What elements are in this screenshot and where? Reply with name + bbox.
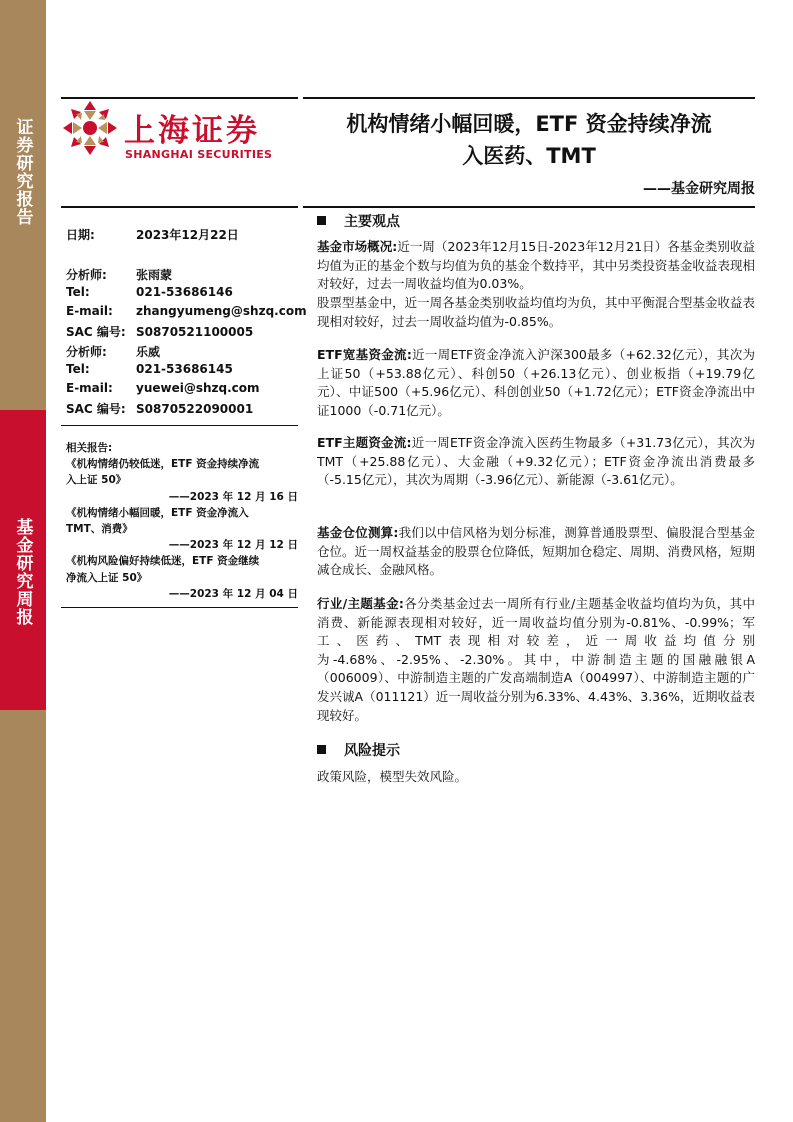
related-report-title-cont: TMT、消费》	[66, 523, 133, 536]
risk-heading-text: 风险提示	[344, 743, 400, 759]
related-report-item[interactable]	[66, 553, 298, 602]
email-link[interactable]: yuewei@shzq.com	[136, 381, 260, 395]
tel-value: 021-53686145	[136, 362, 233, 376]
report-subtitle: ——基金研究周报	[643, 181, 755, 197]
meta-divider	[61, 425, 298, 426]
sac-value: S0870521100005	[136, 325, 254, 339]
analyst-label: 分析师:	[66, 345, 107, 359]
analyst-tel-row	[66, 285, 233, 299]
related-report-date: ——2023 年 12 月 12 日	[168, 539, 298, 552]
sidebar	[0, 0, 46, 1122]
related-report-item[interactable]	[66, 456, 298, 505]
broad-etf-label: ETF宽基资金流:	[317, 347, 412, 362]
header-rule-right	[303, 97, 755, 99]
broad-etf-paragraph	[317, 346, 755, 420]
analyst-email-row	[66, 381, 260, 395]
stock-fund-text: 股票型基金中，近一周各基金类别收益均值均为负，其中平衡混合型基金收益表现相对较好，过去一周收益均值为-0.85%。	[317, 295, 755, 329]
analyst-sac-row	[66, 323, 253, 340]
market-label: 基金市场概况:	[317, 239, 398, 254]
email-link[interactable]: zhangyumeng@shzq.com	[136, 304, 307, 318]
related-report-title: 《机构情绪小幅回暖，ETF 资金净流入	[66, 506, 249, 519]
position-text: 我们以中信风格为划分标准，测算普通股票型、偏股混合型基金仓位。近一周权益基金的股票仓位降低，短期加仓稳定、周期、消费风格，短期减仓成长、金融风格。	[317, 525, 755, 578]
related-divider	[61, 607, 298, 608]
market-text: 近一周（2023年12月15日-2023年12月21日）各基金类别收益均值为正的基金个数与均值为负的基金个数持平，其中另类投资基金收益表现相对较好，过去一周收益均值为0.03%。	[317, 239, 755, 292]
industry-text: 各分类基金过去一周所有行业/主题基金收益均值均为负，其中消费、新能源表现相对较好，近一周收益均值分别为-0.81%、-0.99%；军工、医药、TMT表现相对较差，近一周收益均值分别为-4.68%、-2.95%、-2.30%。其中，中游制造主题的国融融银A（006009）、中游制造主题的广发高端制造A（004997）、中游制造主题的广发兴诚A（011121）近一周收益分别为6.33%、4.43%、3.36%，近期收益表现较好。	[317, 596, 755, 723]
key-points-heading-text: 主要观点	[344, 214, 400, 230]
tel-label: Tel:	[66, 362, 90, 376]
industry-label: 行业/主题基金:	[317, 596, 404, 611]
analyst-label: 分析师:	[66, 268, 107, 282]
related-report-title: 《机构情绪仍较低迷，ETF 资金持续净流	[66, 458, 260, 471]
date-label: 日期:	[66, 228, 95, 242]
related-reports	[66, 440, 298, 602]
date-row	[66, 226, 239, 243]
info-rule-right	[303, 206, 755, 208]
email-label: E-mail:	[66, 304, 113, 318]
analyst-sac-row	[66, 400, 253, 417]
sac-label: SAC 编号:	[66, 402, 126, 416]
market-overview-paragraph	[317, 238, 755, 294]
report-title	[303, 108, 755, 172]
sac-value: S0870522090001	[136, 402, 254, 416]
title-line-1: 机构情绪小幅回暖，ETF 资金持续净流	[346, 112, 712, 136]
company-logo	[62, 100, 302, 170]
analyst-tel-row	[66, 362, 233, 376]
risk-text: 政策风险，模型失效风险。	[317, 769, 468, 784]
broad-etf-text: 近一周ETF资金净流入沪深300最多（+62.32亿元），其次为上证50（+53.88亿元）、科创50（+26.13亿元）、创业板指（+19.79亿元）、中证500（+5.96亿元）、科创创业50（+1.72亿元）；ETF资金净流出中证1000（-0.71亿元）。	[317, 347, 755, 418]
theme-etf-paragraph	[317, 434, 755, 490]
analyst-name: 张雨蒙	[136, 268, 173, 282]
bullet-square-icon	[317, 745, 326, 754]
risk-heading	[317, 740, 400, 760]
analyst-name: 乐威	[136, 345, 161, 359]
related-report-date: ——2023 年 12 月 04 日	[168, 587, 298, 600]
title-line-2: 入医药、TMT	[462, 144, 596, 168]
analyst-name-row	[66, 343, 160, 360]
related-report-item[interactable]	[66, 505, 298, 554]
sac-label: SAC 编号:	[66, 325, 126, 339]
report-type-label: 证券研究报告	[12, 118, 33, 226]
analyst-name-row	[66, 266, 172, 283]
date-value: 2023年12月22日	[136, 228, 239, 242]
related-report-date: ——2023 年 12 月 16 日	[168, 490, 298, 503]
risk-paragraph	[317, 768, 755, 787]
position-paragraph	[317, 524, 755, 580]
tel-label: Tel:	[66, 285, 90, 299]
header-rule-left	[61, 97, 298, 99]
logo-chinese-name: 上海证券	[124, 113, 260, 149]
position-label: 基金仓位测算:	[317, 525, 399, 540]
theme-etf-label: ETF主题资金流:	[317, 435, 412, 450]
industry-paragraph	[317, 595, 755, 725]
related-heading: 相关报告:	[66, 442, 113, 454]
email-label: E-mail:	[66, 381, 113, 395]
logo-english-name: SHANGHAI SECURITIES	[125, 148, 273, 161]
report-series-label: 基金研究周报	[12, 518, 33, 626]
stock-fund-paragraph	[317, 294, 755, 331]
theme-etf-text: 近一周ETF资金净流入医药生物最多（+31.73亿元），其次为TMT（+25.88亿元）、大金融（+9.32亿元）；ETF资金净流出消费最多（-5.15亿元），其次为周期（-3.96亿元）、新能源（-3.61亿元）。	[317, 435, 756, 488]
related-report-title-cont: 净流入上证 50》	[66, 571, 148, 584]
key-points-heading	[317, 211, 400, 231]
logo-emblem-icon	[62, 100, 118, 156]
info-rule-left	[61, 206, 298, 208]
bullet-square-icon	[317, 216, 326, 225]
analyst-email-row	[66, 304, 307, 318]
related-report-title-cont: 入上证 50》	[66, 474, 127, 487]
tel-value: 021-53686146	[136, 285, 233, 299]
related-report-title: 《机构风险偏好持续低迷，ETF 资金继续	[66, 555, 260, 568]
